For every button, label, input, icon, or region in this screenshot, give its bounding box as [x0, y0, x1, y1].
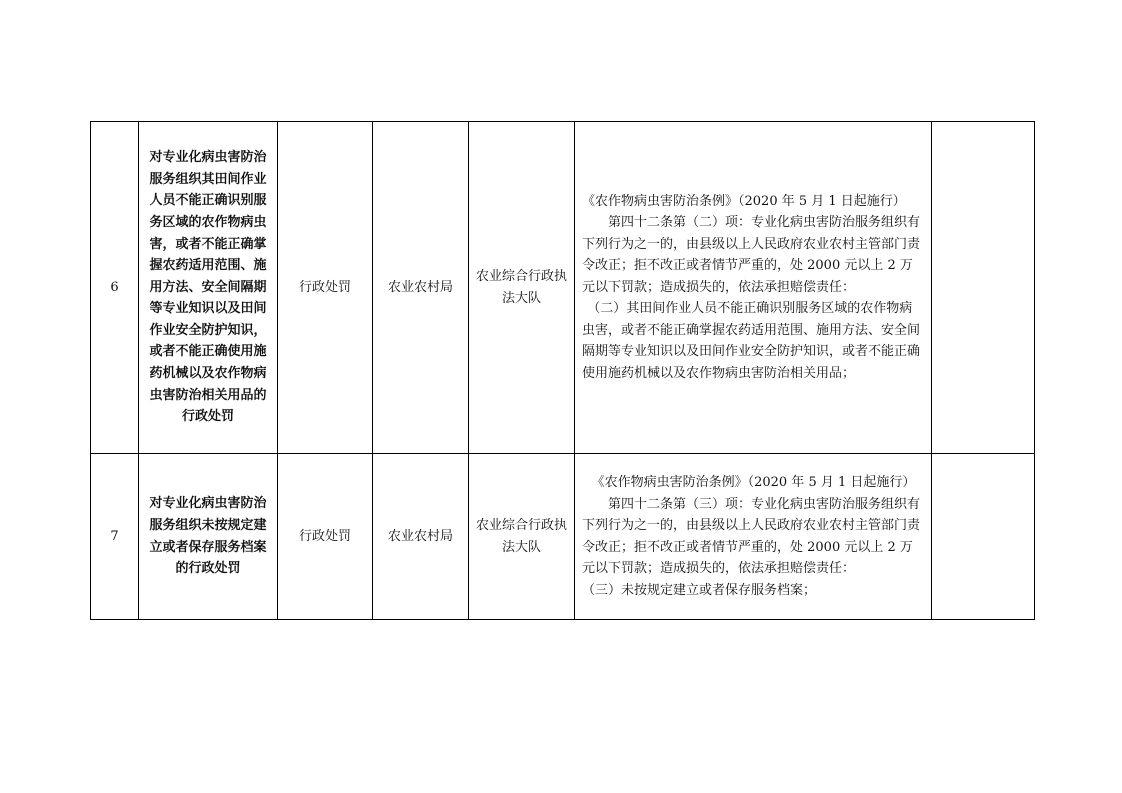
row-number: 7 [91, 454, 139, 620]
legal-basis-clause: （二）其田间作业人员不能正确识别服务区域的农作物病虫害，或者不能正确掌握农药适用范围、施用方法、安全间隔期等专业知识以及田间作业安全防护知识，或者不能正确使用施药机械以及农作物病虫害防治相关用品； [582, 301, 921, 381]
remarks [932, 122, 1035, 454]
legal-basis [575, 454, 932, 620]
legal-basis-clause: （三）未按规定建立或者保存服务档案； [582, 582, 817, 598]
legal-basis-title: 《农作物病虫害防治条例》（2020 年 5 月 1 日起施行） [582, 193, 906, 209]
item-type: 行政处罚 [278, 122, 373, 454]
enforcement-unit: 农业综合行政执法大队 [469, 454, 575, 620]
legal-basis [575, 122, 932, 454]
legal-basis-article: 第四十二条第（二）项：专业化病虫害防治服务组织有下列行为之一的，由县级以上人民政府农业农村主管部门责令改正；拒不改正或者情节严重的，处 2000 元以上 2 万元以下罚款；造成损失的，依法承担赔偿责任： [582, 215, 921, 295]
legal-basis-article: 第四十二条第（三）项：专业化病虫害防治服务组织有下列行为之一的，由县级以上人民政府农业农村主管部门责令改正；拒不改正或者情节严重的，处 2000 元以上 2 万元以下罚款；造成损失的，依法承担赔偿责任： [582, 496, 921, 576]
enforcement-unit: 农业综合行政执法大队 [469, 122, 575, 454]
item-type: 行政处罚 [278, 454, 373, 620]
table-row [91, 454, 1035, 620]
item-name: 对专业化病虫害防治服务组织其田间作业人员不能正确识别服务区域的农作物病虫害，或者不能正确掌握农药适用范围、施用方法、安全间隔期等专业知识以及田间作业安全防护知识，或者不能正确使用施药机械以及农作物病虫害防治相关用品的行政处罚 [139, 122, 278, 454]
remarks [932, 454, 1035, 620]
item-name: 对专业化病虫害防治服务组织未按规定建立或者保存服务档案的行政处罚 [139, 454, 278, 620]
responsible-department: 农业农村局 [373, 454, 469, 620]
responsible-department: 农业农村局 [373, 122, 469, 454]
penalty-items-table [90, 121, 1035, 620]
table-row [91, 122, 1035, 454]
legal-basis-title: 《农作物病虫害防治条例》（2020 年 5 月 1 日起施行） [591, 475, 916, 490]
row-number: 6 [91, 122, 139, 454]
